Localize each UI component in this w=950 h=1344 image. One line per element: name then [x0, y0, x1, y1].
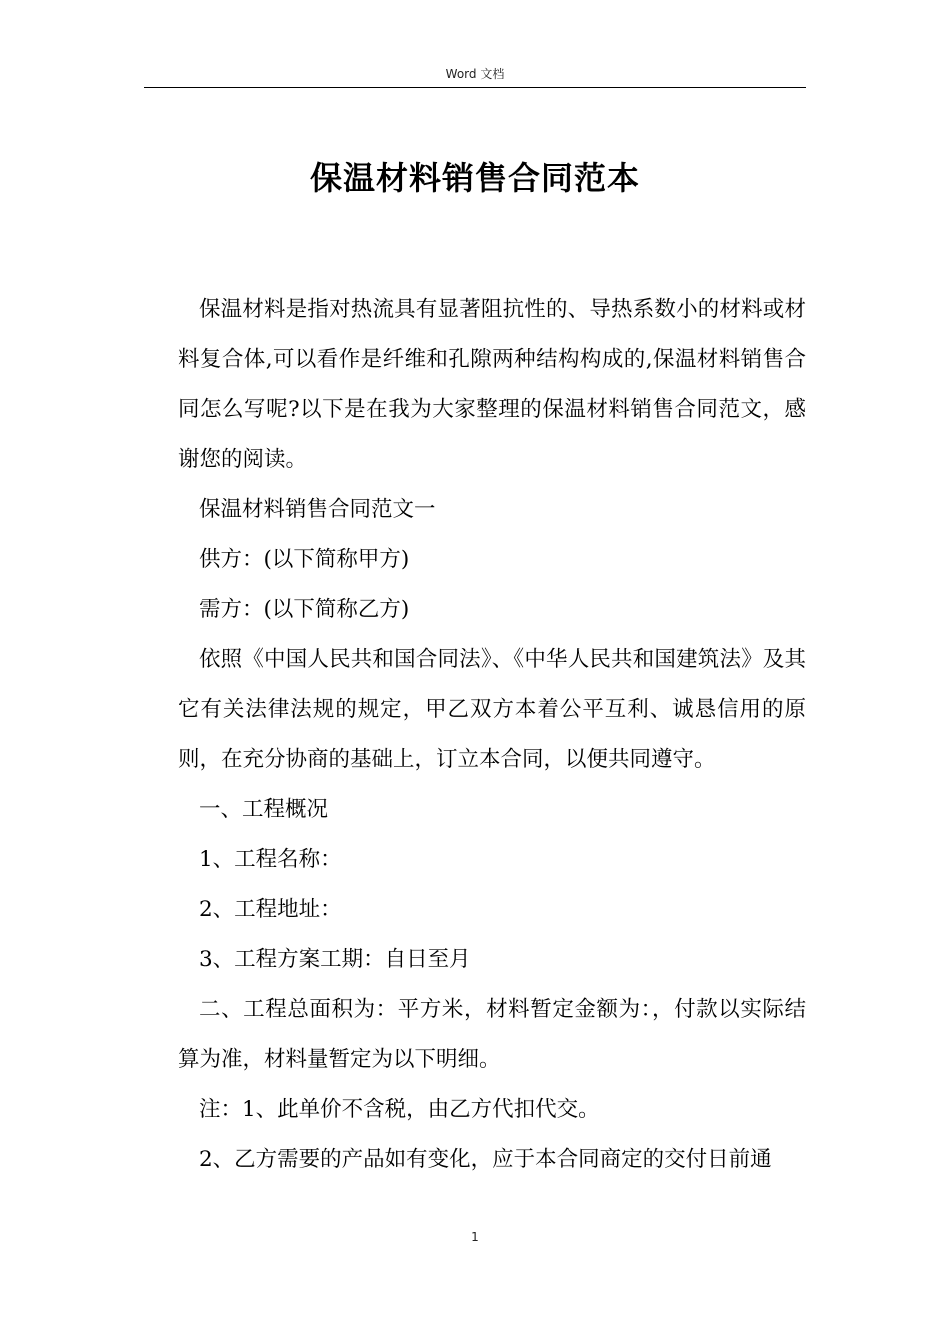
document-title: 保温材料销售合同范本 — [309, 159, 640, 197]
paragraph-total-area: 二、工程总面积为：平方米，材料暂定金额为：，付款以实际结算为准，材料量暂定为以下明细。 — [178, 997, 806, 1072]
paragraph-supplier: 供方：(以下简称甲方) — [199, 547, 410, 572]
paragraph-project-name: 1、工程名称： — [199, 847, 342, 872]
paragraph-legal-basis: 依照《中国人民共和国合同法》、《中华人民共和国建筑法》及其它有关法律法规的规定，甲乙双方本着公平互利、诚恳信用的原则，在充分协商的基础上，订立本合同，以便共同遵守。 — [178, 647, 806, 772]
paragraph-buyer: 需方：(以下简称乙方) — [199, 597, 410, 622]
paragraph-project-period: 3、工程方案工期：自日至月 — [199, 947, 471, 972]
paragraph-note-1: 注：1、此单价不含税，由乙方代扣代交。 — [199, 1097, 600, 1122]
paragraph-project-address: 2、工程地址： — [199, 897, 342, 922]
page-number: 1 — [471, 1230, 479, 1244]
paragraph-project-overview: 一、工程概况 — [199, 797, 329, 822]
header-divider — [144, 87, 806, 88]
paragraph-intro: 保温材料是指对热流具有显著阻抗性的、导热系数小的材料或材料复合体,可以看作是纤维和孔隙两种结构构成的,保温材料销售合同怎么写呢?以下是在我为大家整理的保温材料销售合同范文，感谢您的阅读。 — [178, 297, 806, 472]
document-body — [178, 285, 806, 1185]
paragraph-section-title: 保温材料销售合同范文一 — [199, 497, 436, 522]
page-header: Word 文档 — [445, 67, 505, 81]
paragraph-note-2: 2、乙方需要的产品如有变化，应于本合同商定的交付日前通 — [199, 1147, 772, 1172]
